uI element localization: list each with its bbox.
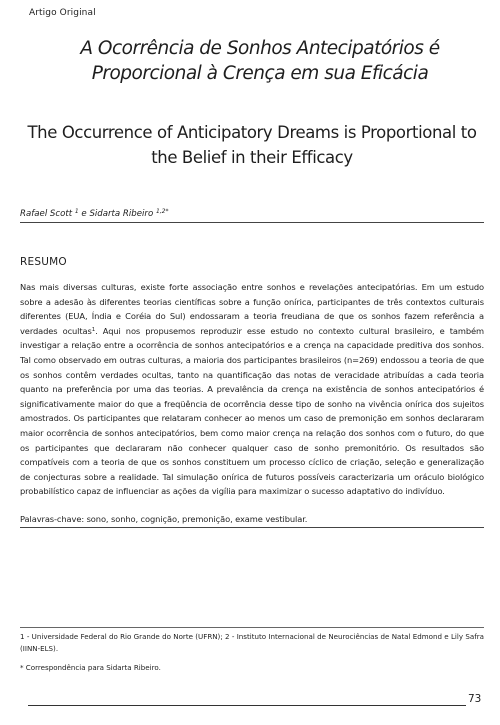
title-english: The Occurrence of Anticipatory Dreams is Proportional to the Belief in their Efficacy xyxy=(27,123,477,167)
keywords-label: Palavras-chave: xyxy=(20,514,85,524)
footnote-divider xyxy=(20,627,484,628)
footnote-affiliations: 1 - Universidade Federal do Rio Grande do Norte (UFRN); 2 - Instituto Internacional de Neurociências de Natal Edmond e Lily Safra (IINN-ELS). xyxy=(20,632,484,653)
abstract-body xyxy=(20,280,484,499)
author-affiliation-mark: 1,2* xyxy=(155,208,169,215)
author-conjunction: e xyxy=(81,209,87,219)
author-line xyxy=(20,208,168,219)
reference-marker: 1 xyxy=(91,326,96,333)
author-divider xyxy=(20,222,484,223)
page-footer-line xyxy=(28,705,466,706)
abstract-text: . Aqui nos propusemos reproduzir esse estudo no contexto cultural brasileiro, e também investigar a relação entre a ocorrência de sonhos antecipatórios e a crença na capacidade preditiva dos sonhos. Tal como observado em outras culturas, a maioria dos participantes brasileiros (n=269) endossou a teoria de que os sonhos contêm verdades ocultas, tanto na quantificação das notas de veracidade atribuídas a cada teoria quanto na preferência por uma das teorias. A prevalência da crença na existência de sonhos antecipatórios é significativamente maior do que a freqüência de ocorrência desse tipo de sonho na vivência onírica dos sujeitos amostrados. Os participantes que relataram conhecer ao menos um caso de premonição em sonhos declararam maior ocorrência de sonhos antecipatórios, bem como maior crença na relação dos sonhos com o futuro, do que os participantes que declararam não conhecer qualquer caso de sonho premonitório. Os resultados são compatíveis com a teoria de que os sonhos constituem um processo cíclico de criação, seleção e generalização de conjecturas sobre a realidade. Tal simulação onírica de futuros possíveis caracterizaria um oráculo biológico probabilístico capaz de influenciar as ações da vigília para maximizar o sucesso adaptativo do indivíduo. xyxy=(20,325,484,497)
footnote-correspondence: * Correspondência para Sidarta Ribeiro. xyxy=(20,663,161,672)
author-name: Rafael Scott xyxy=(20,209,73,219)
author-affiliation-mark: 1 xyxy=(74,208,79,215)
abstract-text: Nas mais diversas culturas, existe forte associação entre sonhos e revelações antecipatórias. Em um estudo sobre a adesão às diferentes teorias científicas sobre a função onírica, participantes de três contextos culturais diferentes (EUA, Índia e Coréia do Sul) endossaram a teoria freudiana de que os sonhos fazem referência a verdades ocultas xyxy=(20,282,484,336)
keywords-line xyxy=(20,512,484,526)
abstract-heading: RESUMO xyxy=(20,256,67,268)
author-name: Sidarta Ribeiro xyxy=(89,209,154,219)
article-type-label: Artigo Original xyxy=(29,8,96,18)
title-portuguese: A Ocorrência de Sonhos Antecipatórios é Proporcional à Crença em sua Eficácia xyxy=(80,38,440,84)
keywords-divider xyxy=(20,527,484,528)
page-number: 73 xyxy=(468,693,482,705)
keywords-text: sono, sonho, cognição, premonição, exame vestibular. xyxy=(84,514,308,524)
